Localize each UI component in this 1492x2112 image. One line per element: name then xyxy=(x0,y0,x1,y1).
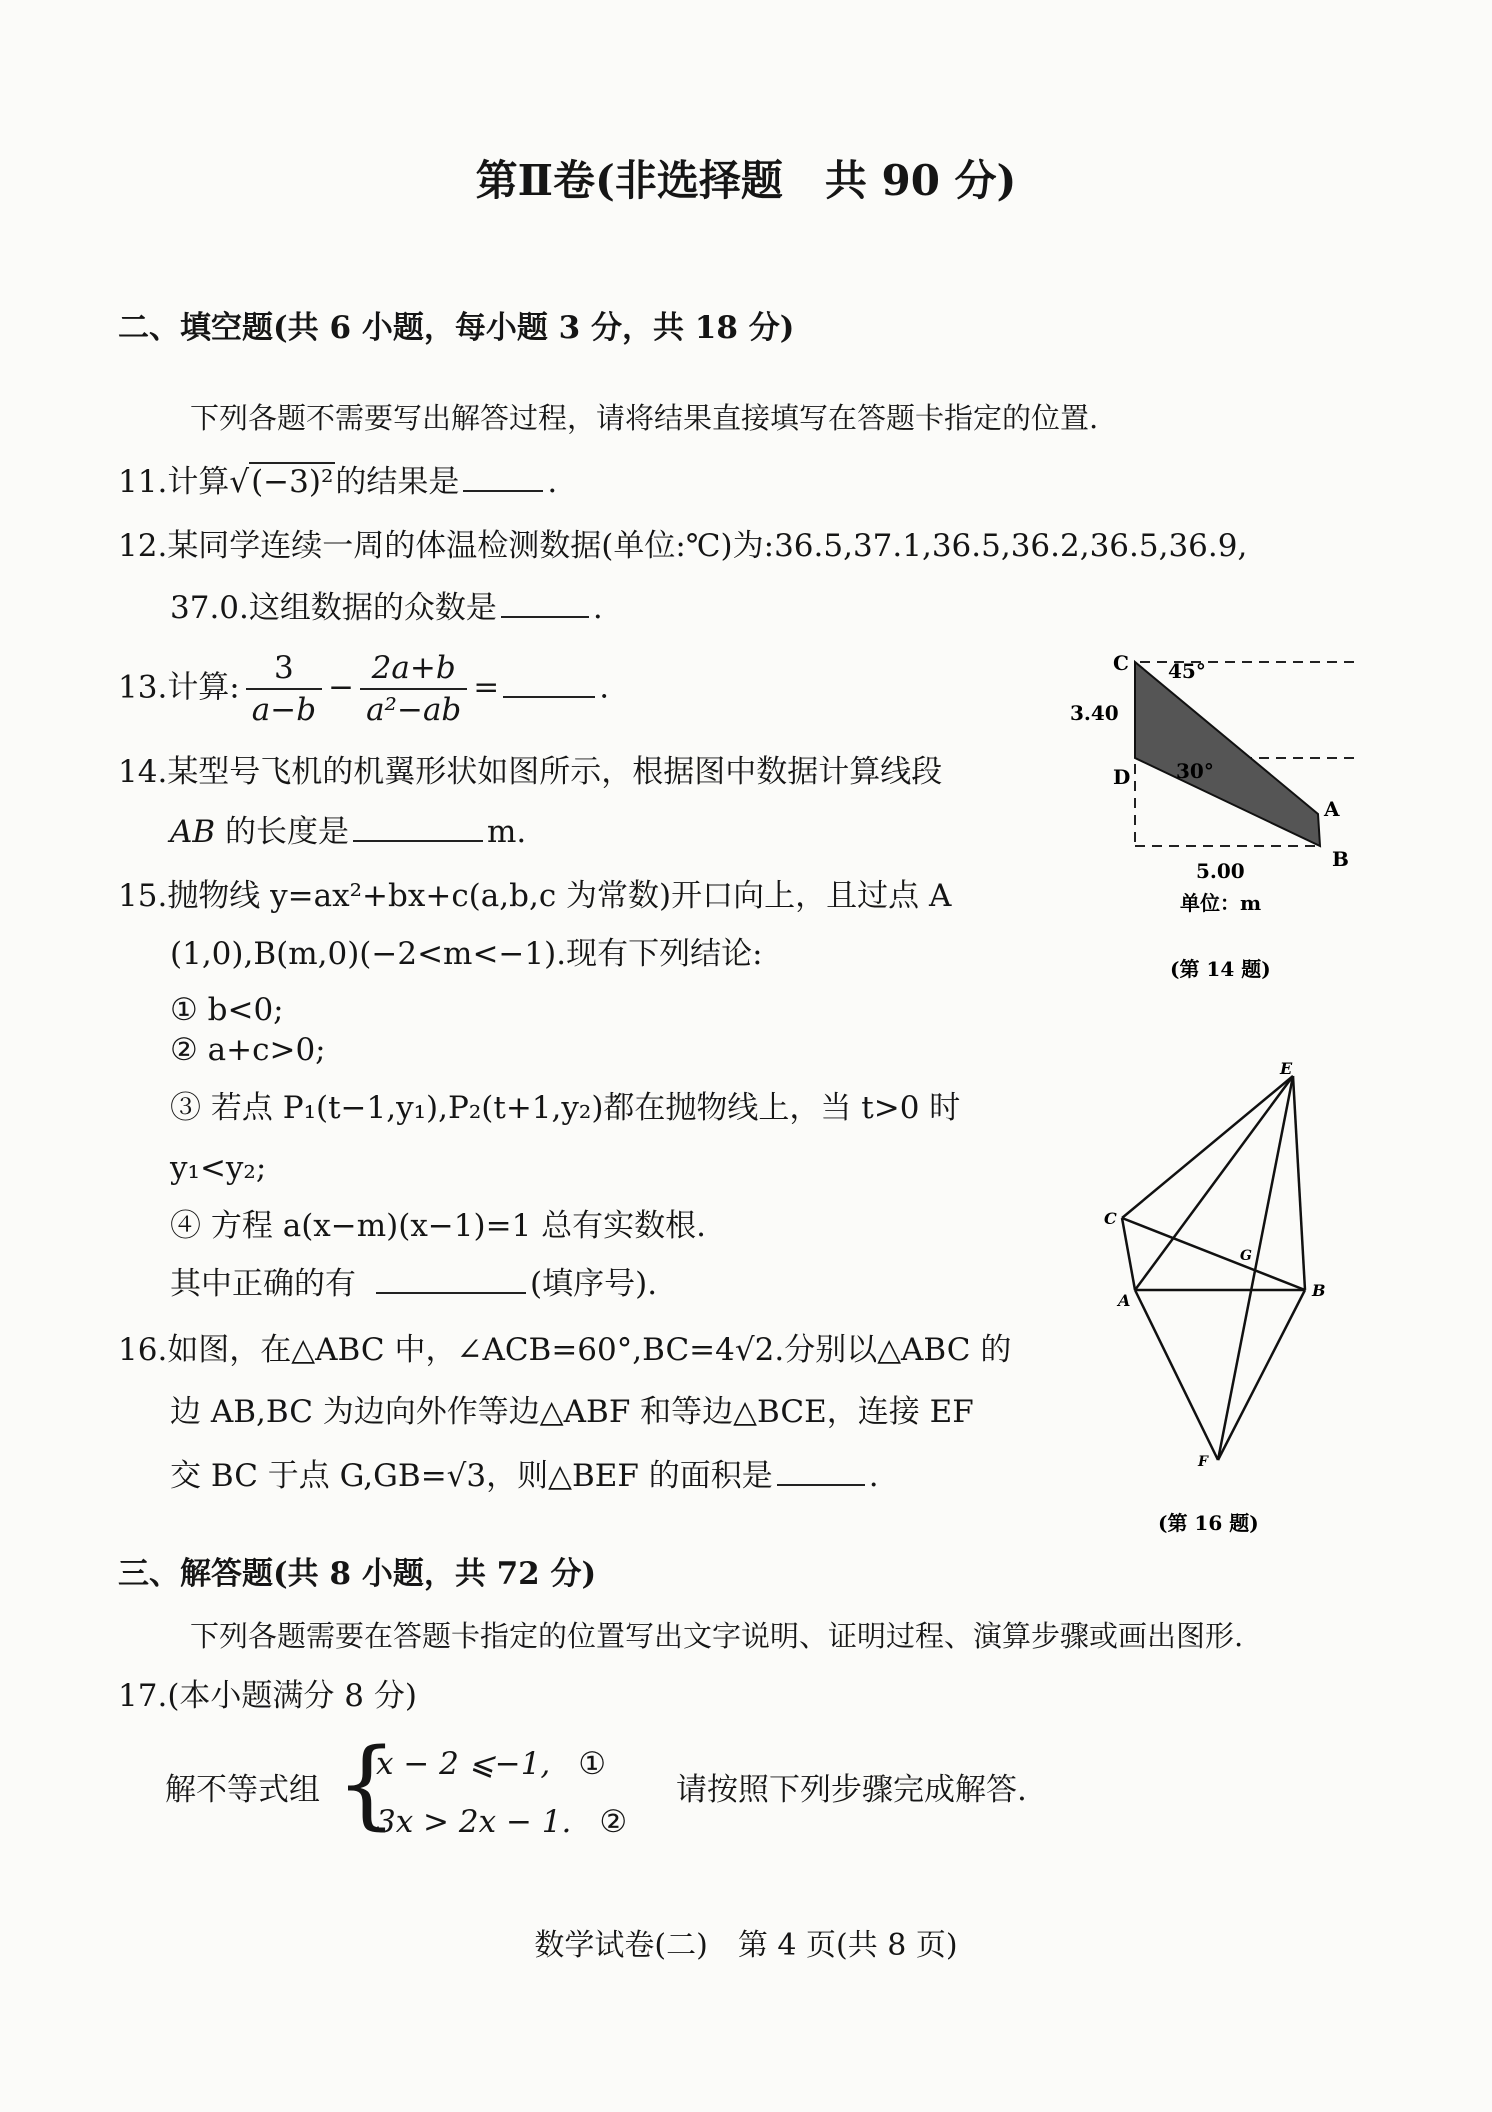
question-number: 16. xyxy=(118,1332,168,1368)
question-text: 交 BC 于点 G,GB=√3，则△BEF 的面积是 xyxy=(170,1458,773,1494)
answer-blank xyxy=(777,1480,865,1486)
question-16-line3 xyxy=(170,1456,879,1496)
width-label: 5.00 xyxy=(1196,859,1245,883)
question-13 xyxy=(118,648,609,730)
section-instruction-fill-in: 下列各题不需要写出解答过程，请将结果直接填写在答题卡指定的位置. xyxy=(190,401,1099,435)
segment-cb xyxy=(1122,1218,1305,1290)
answer-blank xyxy=(501,612,589,618)
question-17 xyxy=(118,1676,417,1716)
fraction-1 xyxy=(246,648,322,730)
question-text: 37.0.这组数据的众数是 xyxy=(170,590,497,626)
question-text: 计算 xyxy=(167,464,230,500)
label-a: A xyxy=(1118,1291,1131,1310)
punctuation: . xyxy=(547,464,558,500)
sqrt-radicand: (−3)² xyxy=(251,464,334,500)
question-16 xyxy=(118,1330,1011,1370)
question-16-line2: 边 AB,BC 为边向外作等边△ABF 和等边△BCE，连接 EF xyxy=(170,1394,974,1430)
answer-blank xyxy=(353,836,483,842)
label-c: C xyxy=(1104,1209,1117,1228)
question-text: 的长度是 xyxy=(215,814,350,850)
label-e: E xyxy=(1280,1060,1293,1078)
question-number: 12. xyxy=(118,528,168,564)
question-17-instruction: 请按照下列步骤完成解答. xyxy=(676,1772,1027,1808)
question-number: 17. xyxy=(118,1678,168,1714)
punctuation: . xyxy=(868,1458,879,1494)
section-heading-answer: 三、解答题(共 8 小题，共 72 分) xyxy=(118,1556,597,1592)
inequality-text: x − 2 ⩽−1, xyxy=(376,1746,551,1782)
question-text: 计算: xyxy=(167,669,240,706)
angle-30-label: 30° xyxy=(1176,759,1214,783)
punctuation: . xyxy=(599,669,610,706)
label-d: D xyxy=(1113,765,1131,789)
question-15-line2: (1,0),B(m,0)(−2<m<−1).现有下列结论: xyxy=(170,936,763,972)
question-number: 13. xyxy=(118,669,168,706)
question-text: 抛物线 y=ax²+bx+c(a,b,c 为常数)开口向上，且过点 A xyxy=(167,878,952,914)
question-text: (填序号). xyxy=(530,1266,658,1302)
left-brace: { xyxy=(336,1728,398,1840)
question-text: 如图，在△ABC 中，∠ACB=60°,BC=4√2.分别以△ABC 的 xyxy=(167,1332,1012,1368)
unit-label: 单位：m xyxy=(1180,891,1262,915)
wing-shape xyxy=(1135,662,1320,846)
segment-ea xyxy=(1135,1076,1293,1290)
figure-16-triangle-diagram xyxy=(1090,1060,1360,1540)
question-15-ask xyxy=(170,1264,657,1304)
question-score: (本小题满分 8 分) xyxy=(167,1678,417,1714)
label-g: G xyxy=(1240,1248,1252,1264)
segment-eb xyxy=(1293,1076,1305,1290)
question-number: 11. xyxy=(118,464,168,500)
page-title: 第Ⅱ卷(非选择题 共 90 分) xyxy=(475,156,1017,205)
inequality-marker: ② xyxy=(599,1804,628,1840)
operator: − xyxy=(328,669,355,706)
figure-14-caption: (第 14 题) xyxy=(1170,957,1271,981)
section-instruction-answer: 下列各题需要在答题卡指定的位置写出文字说明、证明过程、演算步骤或画出图形. xyxy=(190,1619,1244,1653)
fraction-denominator: a²−ab xyxy=(366,692,462,728)
fraction-numerator: 3 xyxy=(246,648,322,690)
question-11 xyxy=(118,462,557,502)
sqrt-sign: √ xyxy=(229,464,250,500)
page-footer: 数学试卷(二) 第 4 页(共 8 页) xyxy=(534,1928,958,1963)
figure-14-wing-diagram xyxy=(1070,646,1380,996)
punctuation: . xyxy=(592,590,603,626)
segment-ef xyxy=(1218,1076,1293,1460)
segment-label: AB xyxy=(170,814,216,850)
question-number: 14. xyxy=(118,754,168,790)
label-a: A xyxy=(1324,797,1340,821)
question-14-line2 xyxy=(170,812,526,852)
fraction-2 xyxy=(360,648,467,730)
question-12-line2 xyxy=(170,588,603,628)
question-14 xyxy=(118,752,942,792)
inequality-marker: ① xyxy=(578,1746,607,1782)
label-f: F xyxy=(1198,1454,1208,1470)
angle-45-label: 45° xyxy=(1168,659,1206,683)
question-15 xyxy=(118,876,951,916)
inequality-1 xyxy=(376,1744,606,1784)
inequality-text: 3x > 2x − 1. xyxy=(376,1804,572,1840)
label-b: B xyxy=(1332,847,1349,871)
inequality-2 xyxy=(376,1802,627,1842)
question-text: 某同学连续一周的体温检测数据(单位:℃)为:36.5,37.1,36.5,36.2,36.5,36.9, xyxy=(167,528,1248,564)
question-15-conclusion-1: ① b<0; xyxy=(170,992,284,1028)
answer-blank xyxy=(376,1288,526,1294)
answer-blank xyxy=(503,692,595,698)
question-15-conclusion-3-cont: y₁<y₂; xyxy=(170,1150,267,1186)
label-c: C xyxy=(1113,651,1129,675)
question-15-conclusion-4: ④ 方程 a(x−m)(x−1)=1 总有实数根. xyxy=(170,1208,707,1244)
operator: = xyxy=(473,669,500,706)
label-b: B xyxy=(1312,1281,1326,1300)
question-number: 15. xyxy=(118,878,168,914)
segment-ca xyxy=(1122,1218,1135,1290)
question-12 xyxy=(118,526,1247,566)
question-15-conclusion-3: ③ 若点 P₁(t−1,y₁),P₂(t+1,y₂)都在抛物线上，当 t>0 时 xyxy=(170,1090,961,1126)
segment-af xyxy=(1135,1290,1218,1460)
fraction-denominator: a−b xyxy=(251,692,317,728)
question-17-prompt: 解不等式组 xyxy=(165,1772,320,1808)
question-text: 某型号飞机的机翼形状如图所示，根据图中数据计算线段 xyxy=(167,754,943,790)
section-heading-fill-in: 二、填空题(共 6 小题，每小题 3 分，共 18 分) xyxy=(118,310,795,346)
fraction-numerator: 2a+b xyxy=(360,648,467,690)
question-text: 的结果是 xyxy=(335,464,460,500)
figure-16-caption: (第 16 题) xyxy=(1158,1511,1259,1535)
question-15-conclusion-2: ② a+c>0; xyxy=(170,1032,326,1068)
unit-text: m. xyxy=(487,814,527,850)
segment-ec xyxy=(1122,1076,1293,1218)
answer-blank xyxy=(463,486,543,492)
segment-bf xyxy=(1218,1290,1305,1460)
question-text: 其中正确的有 xyxy=(170,1266,356,1302)
height-label: 3.40 xyxy=(1070,701,1119,725)
